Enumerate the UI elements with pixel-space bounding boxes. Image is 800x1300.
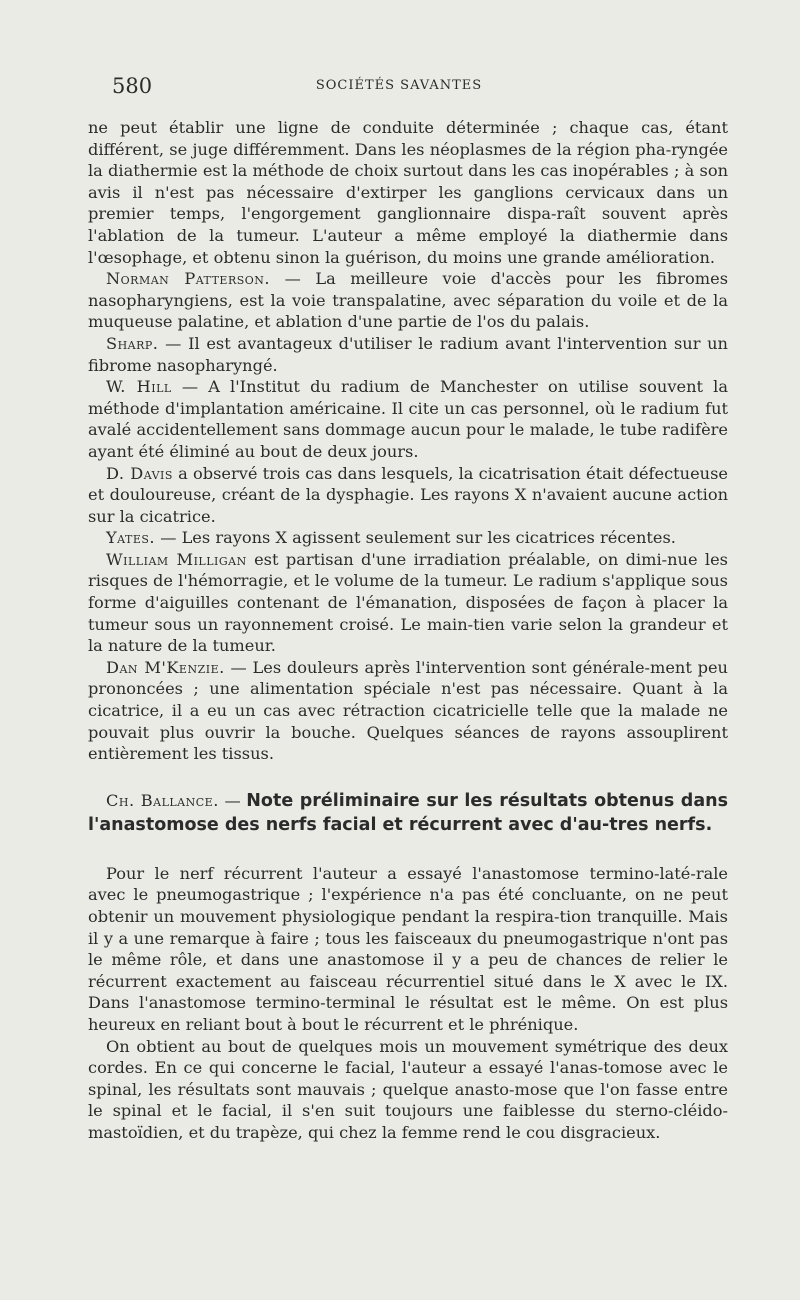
paragraph-davis: [88, 463, 728, 528]
speaker-name: W. Hill: [106, 377, 172, 397]
paragraph-sharp: [88, 333, 728, 376]
paragraph-text: Les douleurs après l'intervention sont générale-ment peu prononcées ; une alimentation spéciale n'est pas nécessaire. Quant à la cicatrice, il a eu un cas avec rétraction cicatricielle telle que la malade ne pouvait plus ouvrir la bouche. Quelques séances de rayons assouplirent entièrement les tissus.: [88, 657, 728, 764]
page-number: 580: [112, 74, 153, 98]
body-text: [88, 117, 728, 1144]
separator: —: [218, 790, 247, 810]
separator: —: [155, 528, 182, 548]
speaker-name: D. Davis: [106, 463, 173, 483]
separator: —: [171, 377, 209, 397]
page-header: [112, 74, 726, 100]
speaker-name: Yates.: [106, 528, 156, 548]
paragraph-patterson: [88, 268, 728, 333]
separator: [247, 550, 254, 569]
paragraph-continuation: [88, 117, 728, 268]
paragraph-text: La meilleure voie d'accès pour les fibromes nasopharyngiens, est la voie transpalatine, avec séparation du voile et de la muqueuse palatine, et ablation d'une partie de l'os du palais.: [88, 269, 729, 332]
paragraph-yates: [88, 527, 728, 549]
section-paragraph: Pour le nerf récurrent l'auteur a essayé l'anastomose termino-laté-rale avec le pneumogastrique ; l'expérience n'a pas été concluante, on ne peut obtenir un mouvement physiologique pendant la respira-tion tranquille. Mais il y a une remarque à faire ; tous les faisceaux du pneumogastrique n'ont pas le même rôle, et dans une anastomose il y a peu de chances de relier le récurrent exactement au faisceau récurrentiel situé dans le X avec le IX. Dans l'anastomose termino-terminal le résultat est le même. On est plus heureux en reliant bout à bout le récurrent et le phrénique.: [88, 863, 728, 1034]
paragraph-hill: [88, 376, 728, 462]
running-head: SOCIÉTÉS SAVANTES: [315, 78, 483, 93]
paragraph-text: A l'Institut du radium de Manchester on utilise souvent la méthode d'implantation américaine. Il cite un cas personnel, où le radium fut avalé accidentellement sans dommage aucun pour le malade, le tube radifère ayant été éliminé au bout de deux jours.: [88, 377, 728, 461]
paragraph-text: a observé trois cas dans lesquels, la cicatrisation était défectueuse et douloureuse, créant de la dysphagie. Les rayons X n'avaient aucune action sur la cicatrice.: [88, 463, 728, 526]
separator: —: [158, 333, 189, 353]
speaker-name: William Milligan: [106, 549, 247, 569]
paragraph-milligan: [88, 549, 728, 657]
speaker-name: Dan M'Kenzie.: [106, 657, 225, 677]
paragraph-text: Les rayons X agissent seulement sur les cicatrices récentes.: [181, 528, 676, 548]
section-author: Ch. Ballance.: [106, 790, 219, 810]
paragraph-text: Il est avantageux d'utiliser le radium avant l'intervention sur un fibrome nasopharyngé.: [88, 333, 728, 375]
separator: —: [224, 657, 253, 677]
paragraph-text: est partisan d'une irradiation préalable, on dimi-nue les risques de l'hémorragie, et le volume de la tumeur. Le radium s'applique sous forme d'aiguilles contenant de l'émanation, disposées de façon à placer la tumeur sous un rayonnement croisé. Le main-tien varie selon la grandeur et la nature de la tumeur.: [88, 549, 728, 656]
separator: —: [270, 269, 316, 289]
paragraph-mkenzie: [88, 657, 728, 765]
section-paragraph: On obtient au bout de quelques mois un mouvement symétrique des deux cordes. En ce qui concerne le facial, l'auteur a essayé l'anas-tomose avec le spinal, les résultats sont mauvais ; quelque anasto-mose que l'on fasse entre le spinal et le facial, il s'en suit toujours une faiblesse du sterno-cléido-mastoïdien, et du trapèze, qui chez la femme rend le cou disgracieux.: [88, 1036, 728, 1142]
speaker-name: Norman Patterson.: [106, 269, 271, 289]
section-title: Note préliminaire sur les résultats obtenus dans l'anastomose des nerfs facial et récurrent avec d'au-tres nerfs.: [88, 790, 728, 835]
section-heading: [88, 789, 728, 837]
paragraph-text: ne peut établir une ligne de conduite déterminée ; chaque cas, étant différent, se juge différemment. Dans les néoplasmes de la région pha-ryngée la diathermie est la méthode de choix surtout dans les cas inopérables ; à son avis il n'est pas nécessaire d'extirper les ganglions cervicaux dans un premier temps, l'engorgement ganglionnaire dispa-raît souvent après l'ablation de la tumeur. L'auteur a même employé la diathermie dans l'œsophage, et obtenu sinon la guérison, du moins une grande amélioration.: [88, 118, 728, 267]
speaker-name: Sharp.: [106, 333, 159, 353]
